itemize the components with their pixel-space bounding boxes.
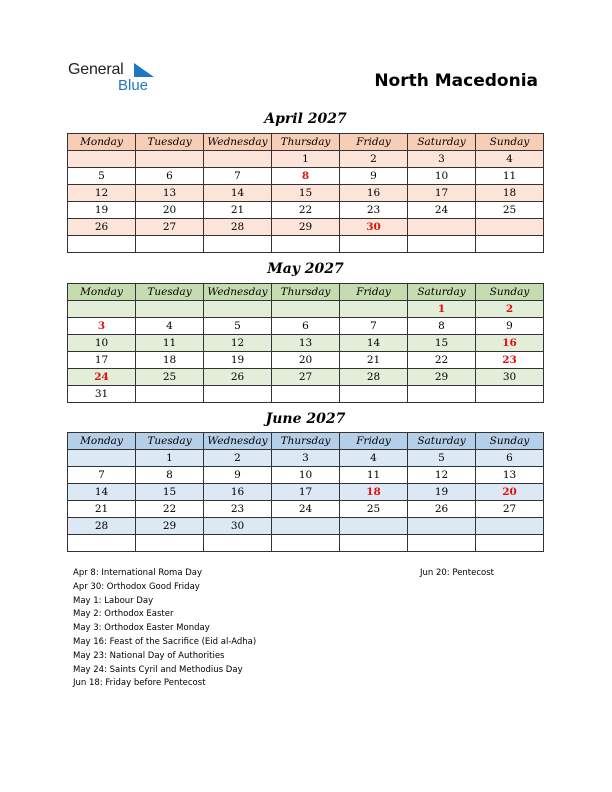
day-cell [408,386,476,403]
day-cell [68,151,136,168]
day-cell [340,518,408,535]
day-cell: 25 [476,202,544,219]
day-cell: 25 [136,369,204,386]
day-cell: 22 [136,501,204,518]
day-cell: 1 [272,151,340,168]
day-cell: 4 [340,450,408,467]
weekday-header: Friday [340,433,408,450]
day-cell [340,236,408,253]
holiday-note: Apr 30: Orthodox Good Friday [73,581,200,592]
weekday-header: Monday [68,433,136,450]
weekday-header: Monday [68,284,136,301]
holiday-note: Jun 18: Friday before Pentecost [73,678,206,689]
day-cell: 11 [136,335,204,352]
day-cell: 15 [408,335,476,352]
day-cell: 6 [272,318,340,335]
day-cell: 12 [408,467,476,484]
holiday-note: Apr 8: International Roma Day [73,568,203,578]
day-cell: 29 [272,219,340,236]
weekday-header: Saturday [408,433,476,450]
weekday-header: Friday [340,134,408,151]
day-cell: 6 [476,450,544,467]
week-row [68,168,544,185]
day-cell: 9 [204,467,272,484]
week-row [68,301,544,318]
week-row [68,535,544,552]
day-cell: 19 [68,202,136,219]
day-cell: 13 [476,467,544,484]
day-cell [408,236,476,253]
weekday-header-row [68,134,544,151]
day-cell: 26 [408,501,476,518]
weekday-header: Thursday [272,284,340,301]
day-cell: 23 [204,501,272,518]
day-cell [136,535,204,552]
weekday-header: Thursday [272,433,340,450]
holiday-note: May 1: Labour Day [73,595,154,606]
weekday-header: Sunday [476,433,544,450]
day-cell: 29 [408,369,476,386]
week-row [68,369,544,386]
day-cell [408,219,476,236]
day-cell: 14 [340,335,408,352]
day-cell: 26 [204,369,272,386]
day-cell: 23 [476,352,544,369]
day-cell: 14 [204,185,272,202]
calendar-april [67,133,544,253]
day-cell: 11 [340,467,408,484]
day-cell: 18 [476,185,544,202]
brand-general-text: General [68,61,124,78]
holiday-notes-right [420,567,494,581]
day-cell: 27 [272,369,340,386]
day-cell: 2 [204,450,272,467]
day-cell: 17 [68,352,136,369]
day-cell: 13 [136,185,204,202]
weekday-header: Wednesday [204,284,272,301]
day-cell: 5 [204,318,272,335]
day-cell [408,518,476,535]
day-cell [204,151,272,168]
day-cell [204,236,272,253]
day-cell: 14 [68,484,136,501]
week-row [68,219,544,236]
day-cell: 24 [272,501,340,518]
day-cell [340,535,408,552]
day-cell: 5 [408,450,476,467]
day-cell: 22 [272,202,340,219]
day-cell: 20 [272,352,340,369]
day-cell: 17 [408,185,476,202]
weekday-header: Tuesday [136,134,204,151]
day-cell [476,518,544,535]
weekday-header: Monday [68,134,136,151]
day-cell: 3 [68,318,136,335]
weekday-header: Tuesday [136,433,204,450]
day-cell: 29 [136,518,204,535]
day-cell: 10 [408,168,476,185]
day-cell: 27 [136,219,204,236]
brand-logo [68,60,168,96]
brand-triangle-icon [134,63,154,77]
day-cell: 2 [476,301,544,318]
day-cell [68,301,136,318]
day-cell: 5 [68,168,136,185]
day-cell: 23 [340,202,408,219]
day-cell: 8 [272,168,340,185]
day-cell [272,236,340,253]
month-title-june: June 2027 [265,411,346,427]
day-cell: 28 [340,369,408,386]
day-cell: 7 [68,467,136,484]
day-cell: 31 [68,386,136,403]
week-row [68,450,544,467]
day-cell: 28 [68,518,136,535]
day-cell: 4 [136,318,204,335]
holiday-note: May 2: Orthodox Easter [73,609,174,620]
day-cell: 21 [340,352,408,369]
weekday-header: Sunday [476,134,544,151]
week-row [68,484,544,501]
week-row [68,352,544,369]
day-cell: 9 [340,168,408,185]
country-title: North Macedonia [374,71,538,91]
day-cell [476,386,544,403]
holiday-note: May 23: National Day of Authorities [73,650,225,661]
day-cell [340,386,408,403]
month-title-april: April 2027 [264,111,347,127]
day-cell: 10 [272,467,340,484]
day-cell: 15 [272,185,340,202]
day-cell [272,386,340,403]
week-row [68,386,544,403]
day-cell: 16 [204,484,272,501]
day-cell [476,535,544,552]
weekday-header: Saturday [408,134,476,151]
week-row [68,335,544,352]
holiday-notes-left [73,567,256,691]
day-cell: 11 [476,168,544,185]
day-cell [136,151,204,168]
calendar-may [67,283,544,403]
day-cell [204,301,272,318]
calendar-june [67,432,544,552]
day-cell: 19 [408,484,476,501]
holiday-note: Jun 20: Pentecost [420,568,495,578]
day-cell [340,301,408,318]
weekday-header: Saturday [408,284,476,301]
day-cell [476,236,544,253]
day-cell: 4 [476,151,544,168]
day-cell: 18 [340,484,408,501]
holiday-note: May 24: Saints Cyril and Methodius Day [73,664,243,675]
day-cell: 26 [68,219,136,236]
day-cell: 30 [340,219,408,236]
weekday-header: Friday [340,284,408,301]
day-cell [136,236,204,253]
day-cell: 12 [204,335,272,352]
holiday-note: May 16: Feast of the Sacrifice (Eid al-Adha) [73,636,257,647]
day-cell [68,236,136,253]
day-cell: 25 [340,501,408,518]
month-title-may: May 2027 [267,261,344,277]
weekday-header-row [68,284,544,301]
day-cell: 21 [68,501,136,518]
day-cell: 27 [476,501,544,518]
day-cell: 3 [408,151,476,168]
week-row [68,318,544,335]
week-row [68,518,544,535]
week-row [68,236,544,253]
day-cell: 10 [68,335,136,352]
day-cell: 9 [476,318,544,335]
day-cell: 12 [68,185,136,202]
day-cell: 21 [204,202,272,219]
holiday-note: May 3: Orthodox Easter Monday [73,623,210,634]
day-cell [204,535,272,552]
day-cell [68,535,136,552]
day-cell [272,301,340,318]
day-cell: 3 [272,450,340,467]
week-row [68,501,544,518]
day-cell: 8 [136,467,204,484]
week-row [68,185,544,202]
day-cell: 6 [136,168,204,185]
day-cell [136,301,204,318]
day-cell: 1 [408,301,476,318]
day-cell [204,386,272,403]
day-cell: 2 [340,151,408,168]
week-row [68,202,544,219]
day-cell: 22 [408,352,476,369]
weekday-header: Tuesday [136,284,204,301]
day-cell: 30 [476,369,544,386]
weekday-header: Sunday [476,284,544,301]
weekday-header: Thursday [272,134,340,151]
day-cell: 30 [204,518,272,535]
day-cell: 8 [408,318,476,335]
day-cell [136,386,204,403]
day-cell: 24 [408,202,476,219]
weekday-header: Wednesday [204,433,272,450]
day-cell: 28 [204,219,272,236]
day-cell: 7 [204,168,272,185]
weekday-header-row [68,433,544,450]
day-cell [68,450,136,467]
day-cell: 18 [136,352,204,369]
week-row [68,151,544,168]
week-row [68,467,544,484]
day-cell: 15 [136,484,204,501]
day-cell [272,535,340,552]
day-cell: 17 [272,484,340,501]
day-cell: 20 [476,484,544,501]
day-cell [272,518,340,535]
day-cell: 1 [136,450,204,467]
day-cell: 16 [476,335,544,352]
day-cell: 13 [272,335,340,352]
day-cell: 19 [204,352,272,369]
day-cell [408,535,476,552]
day-cell: 24 [68,369,136,386]
weekday-header: Wednesday [204,134,272,151]
day-cell: 20 [136,202,204,219]
day-cell: 16 [340,185,408,202]
day-cell: 7 [340,318,408,335]
brand-blue-text: Blue [118,77,149,94]
day-cell [476,219,544,236]
